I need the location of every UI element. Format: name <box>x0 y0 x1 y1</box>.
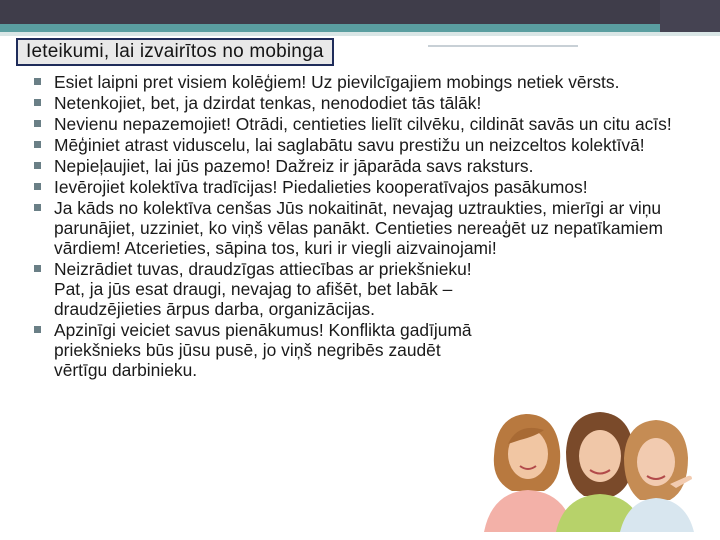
bullet-item <box>34 114 704 134</box>
bullet-text: Ja kāds no kolektīva cenšas Jūs nokaitināt, nevajag uztraukties, mierīgi ar viņu parunājiet, uzziniet, ko viņš vēlas panākt. Centieties nereaģēt uz nepatīkamiem vārdiem! Atcerieties, sāpina tos, kuri ir viegli aizvainojami! <box>54 198 664 258</box>
header-band-dark <box>0 0 720 24</box>
bullet-text: Esiet laipni pret visiem kolēģiem! Uz pievilcīgajiem mobings netiek vērsts. <box>54 72 620 92</box>
bullet-item <box>34 320 474 380</box>
girls-photo <box>474 396 698 532</box>
bullet-text: Ievērojiet kolektīva tradīcijas! Piedalieties kooperatīvajos pasākumos! <box>54 177 588 197</box>
header-band-light <box>0 32 720 36</box>
bullet-item <box>34 93 704 113</box>
slide-title <box>16 38 334 66</box>
bullet-square-icon <box>34 99 41 106</box>
bullet-text: Nepieļaujiet, lai jūs pazemo! Dažreiz ir jāparāda savs raksturs. <box>54 156 534 176</box>
bullet-square-icon <box>34 120 41 127</box>
bullet-text: Nevienu nepazemojiet! Otrādi, centieties lielīt cilvēku, cildināt savās un citu acīs! <box>54 114 672 134</box>
bullet-square-icon <box>34 265 41 272</box>
header-band-right <box>660 0 720 32</box>
header-band-teal <box>0 24 660 32</box>
bullet-item <box>34 259 474 319</box>
bullet-square-icon <box>34 162 41 169</box>
bullet-text: Mēģiniet atrast viduscelu, lai saglabātu savu prestižu un neizceltos kolektīvā! <box>54 135 645 155</box>
bullet-item <box>34 72 704 92</box>
bullet-list <box>34 72 704 381</box>
bullet-item <box>34 135 704 155</box>
slide-title-text: Ieteikumi, lai izvairītos no mobinga <box>26 41 324 62</box>
bullet-item <box>34 177 704 197</box>
bullet-item <box>34 156 704 176</box>
bullet-square-icon <box>34 141 41 148</box>
bullet-text: Netenkojiet, bet, ja dzirdat tenkas, nenododiet tās tālāk! <box>54 93 482 113</box>
bullet-square-icon <box>34 204 41 211</box>
bullet-text: Neizrādiet tuvas, draudzīgas attiecības ar priekšnieku! Pat, ja jūs esat draugi, nevajag to afišēt, bet labāk – draudzējieties ārpus darba, organizācijas. <box>54 259 472 319</box>
bullet-item <box>34 198 704 258</box>
bullet-square-icon <box>34 183 41 190</box>
title-rule <box>428 45 578 47</box>
bullet-text: Apzinīgi veiciet savus pienākumus! Konflikta gadījumā priekšnieks būs jūsu pusē, jo viņš negribēs zaudēt vērtīgu darbinieku. <box>54 320 472 380</box>
bullet-square-icon <box>34 78 41 85</box>
bullet-square-icon <box>34 326 41 333</box>
